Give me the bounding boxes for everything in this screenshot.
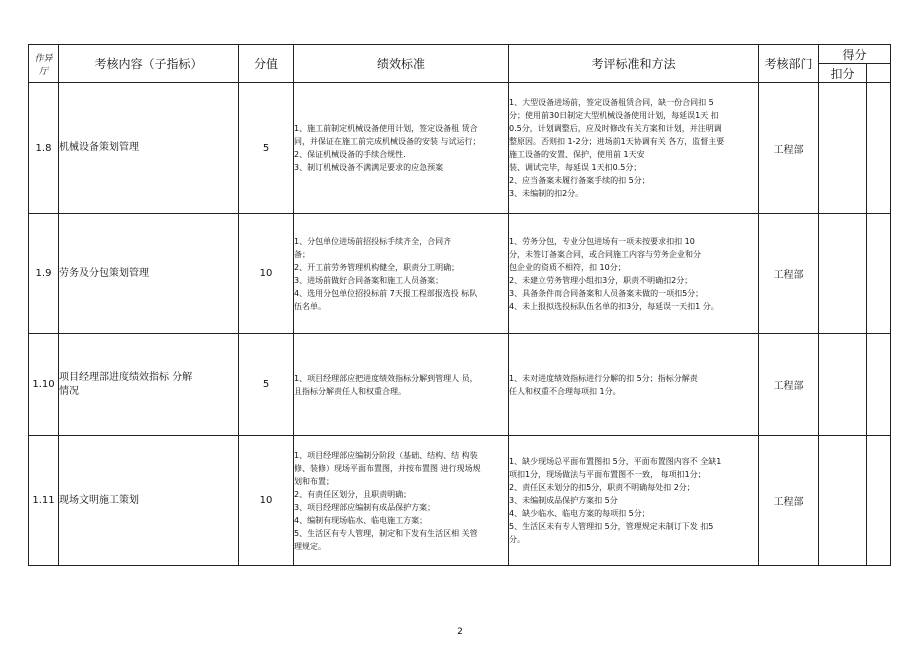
row-score: 10 — [239, 436, 294, 566]
header-blank-cell — [867, 64, 891, 83]
header-content: 考核内容（子指标） — [59, 45, 239, 83]
row-standard: 1、项目经理部应把进度绩效指标分解到管理人 员， 且指标分解责任人和权重合理。 — [294, 334, 509, 436]
header-department: 考核部门 — [759, 45, 819, 83]
evaluation-table — [28, 44, 891, 566]
row-criteria: 1、缺少现场总平面布置图扣 5分，平面布置图内容不 全缺1 项扣1分，现场做法与平面布置图不一致， 每项扣1分； 2、责任区未划分的扣5分，职责不明确每处扣 2分； 3、未编制成品保护方案扣 5分 4、缺少临水、临电方案的每项扣 5分； 5、生活区未有专人管理扣 5分，管理规定未制订下发 扣5 分。 — [509, 436, 759, 566]
header-criteria: 考评标准和方法 — [509, 45, 759, 83]
row-standard: 1、项目经理部应编制分阶段（基础、结构、结 构装 修、装修）现场平面布置图，并按布置图 进行现场规 划和布置； 2、有责任区划分，且职责明确； 3、项目经理部应编制有成品保护方案； 4、编制有现场临水、临电施工方案； 5、生活区有专人管理，制定和下发有生活区相 关管 理规定。 — [294, 436, 509, 566]
header-standard: 绩效标准 — [294, 45, 509, 83]
row-score: 5 — [239, 83, 294, 214]
row-department: 工程部 — [759, 83, 819, 214]
row-number: 1.8 — [29, 83, 59, 214]
row-item: 现场文明施工策划 — [59, 436, 239, 566]
row-item: 机械设备策划管理 — [59, 83, 239, 214]
header-row — [29, 45, 891, 64]
row-blank-cell — [867, 436, 891, 566]
row-deduct-cell — [819, 436, 867, 566]
row-number: 1.11 — [29, 436, 59, 566]
header-score: 分值 — [239, 45, 294, 83]
table-row — [29, 214, 891, 334]
row-department: 工程部 — [759, 214, 819, 334]
table-row — [29, 436, 891, 566]
row-department: 工程部 — [759, 334, 819, 436]
row-standard: 1、施工前制定机械设备使用计划，签定设备租 赁合 同，并保证在施工前完成机械设备的安装 与试运行； 2、保证机械设备的手续合规性. 3、制订机械设备不满满足要求的应急预案 — [294, 83, 509, 214]
row-standard: 1、分包单位进场前招投标手续齐全，合同齐 备； 2、开工前劳务管理机构健全，职责分工明确； 3、进场前做好合同备案和施工人员备案； 4、选用分包单位招投标前 7天报工程部报选投 标队 伍名单。 — [294, 214, 509, 334]
table-row — [29, 83, 891, 214]
row-score: 10 — [239, 214, 294, 334]
header-gain: 得分 — [819, 45, 891, 64]
row-deduct-cell — [819, 83, 867, 214]
row-blank-cell — [867, 334, 891, 436]
row-deduct-cell — [819, 214, 867, 334]
row-criteria: 1、劳务分包，专业分包进场有一项未按要求扣扣 10 分，未签订备案合同，或合同施工内容与劳务企业和分 包企业的资质不相符，扣 10分； 2、未建立劳务管理小组扣3分，职责不明确扣2分； 3、具备条件而合同备案和人员备案未做的一项扣5分； 4、未上报拟选投标队伍名单的扣3分，每延误一天扣1 分。 — [509, 214, 759, 334]
row-number: 1.9 — [29, 214, 59, 334]
row-blank-cell — [867, 214, 891, 334]
row-score: 5 — [239, 334, 294, 436]
row-criteria: 1、大型设备进场前，签定设备租赁合同，缺一份合同扣 5 分；使用前30日制定大型机械设备使用计划，每延误1天 扣 0.5分，计划调整后，应及时修改有关方案和计划，并注明调 整原因。否则扣 1-2分；进场前1天协调有关 各方，监督主要 施工设备的安置、保护，使用前 1天安 装、调试完毕，每延误 1天扣0.5分； 2、应当备案未履行备案手续的扣 5分； 3、未编制的扣2分。 — [509, 83, 759, 214]
row-item: 劳务及分包策划管理 — [59, 214, 239, 334]
row-criteria: 1、未对进度绩效指标进行分解的扣 5分；指标分解责 任人和权重不合理每项扣 1分。 — [509, 334, 759, 436]
row-deduct-cell — [819, 334, 867, 436]
row-blank-cell — [867, 83, 891, 214]
row-item: 项目经理部进度绩效指标 分解 情况 — [59, 334, 239, 436]
row-number: 1.10 — [29, 334, 59, 436]
header-deduct: 扣分 — [819, 64, 867, 83]
header-seq: 作异 厅 — [29, 45, 59, 83]
page-number: 2 — [457, 627, 463, 637]
table-row — [29, 334, 891, 436]
row-department: 工程部 — [759, 436, 819, 566]
